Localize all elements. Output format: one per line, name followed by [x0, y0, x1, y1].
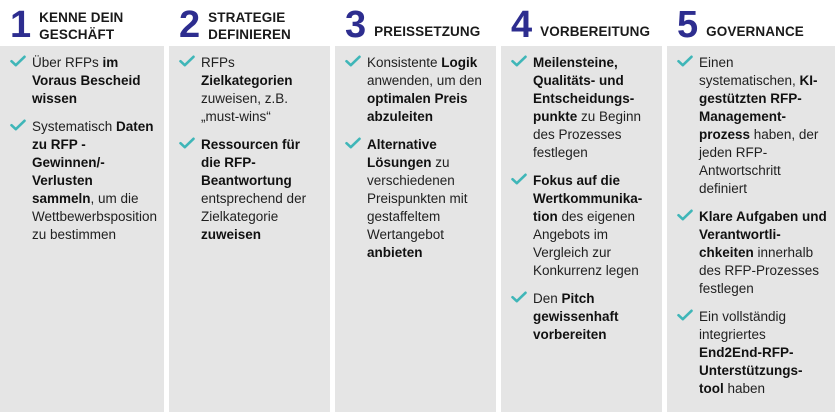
check-icon: [511, 173, 527, 185]
phase-column-5: [667, 0, 835, 412]
checklist-text: [367, 136, 488, 262]
highlight-text: optimalen Preis abzuleiten: [367, 91, 468, 124]
checklist-item: [345, 54, 488, 126]
body-text: anwenden, um den: [367, 73, 482, 88]
checklist-text: [699, 208, 827, 298]
phase-panel: [335, 46, 496, 412]
checklist-text: [699, 308, 827, 398]
phase-number: 4: [511, 4, 533, 46]
checklist-text: [367, 54, 488, 126]
phase-panel: [667, 46, 835, 412]
body-text: haben, der jeden RFP-Antwortschritt definiert: [699, 127, 819, 196]
phase-column-2: [169, 0, 330, 412]
body-text: zuweisen, z.B. „must-wins“: [201, 91, 289, 124]
phase-title-line: VORBEREITUNG: [540, 24, 651, 39]
phase-column-4: [501, 0, 662, 412]
check-icon: [677, 209, 693, 221]
phase-column-3: [335, 0, 496, 412]
checklist-item: [10, 118, 156, 244]
phase-number: 1: [10, 4, 32, 46]
phase-number: 2: [179, 4, 201, 46]
checklist-text: [533, 54, 654, 162]
body-text: innerhalb des RFP-Prozesses festlegen: [699, 245, 820, 296]
checklist-text: [699, 54, 827, 198]
body-text: des eigenen Angebots im Vergleich zur Konkurrenz legen: [533, 209, 639, 278]
checklist-item: [511, 290, 654, 344]
highlight-text: Logik: [441, 55, 478, 70]
check-icon: [677, 55, 693, 67]
check-icon: [179, 137, 195, 149]
phase-title-line: GESCHÄFT: [39, 27, 115, 42]
phase-panel: [169, 46, 330, 412]
phase-title: [374, 5, 480, 40]
checklist-item: [511, 54, 654, 162]
highlight-text: Meilensteine, Qualitäts- und Entscheidungs-punkte: [533, 55, 635, 124]
body-text: RFPs: [201, 55, 235, 70]
phase-title-line: KENNE DEIN: [39, 10, 124, 25]
checklist-item: [511, 172, 654, 280]
body-text: Ein vollständig integriertes: [699, 309, 787, 342]
highlight-text: Klare Aufgaben und Verantwortli-chkeiten: [699, 209, 827, 260]
check-icon: [10, 119, 26, 131]
check-icon: [511, 291, 527, 303]
check-icon: [345, 137, 361, 149]
phase-header: [169, 0, 330, 46]
check-icon: [10, 55, 26, 67]
checklist-text: [533, 290, 654, 344]
phase-title: [208, 5, 291, 43]
phase-column-1: [0, 0, 164, 412]
phase-title-line: PREISSETZUNG: [374, 24, 481, 39]
phase-title: [540, 5, 650, 40]
highlight-text: Ressourcen für die RFP-Beantwortung: [201, 137, 301, 188]
checklist-item: [345, 136, 488, 262]
check-icon: [345, 55, 361, 67]
phase-header: [0, 0, 164, 46]
phase-title: [39, 5, 123, 43]
body-text: haben: [723, 381, 766, 396]
body-text: zu verschiedenen Preispunkten mit gestaffeltem Wertangebot: [367, 155, 468, 242]
checklist-item: [677, 308, 827, 398]
body-text: Systematisch: [32, 119, 117, 134]
checklist-item: [179, 54, 322, 126]
check-icon: [179, 55, 195, 67]
body-text: Über RFPs: [32, 55, 103, 70]
phase-title-line: STRATEGIE: [208, 10, 286, 25]
highlight-text: zuweisen: [201, 227, 262, 242]
phase-title-line: DEFINIEREN: [208, 27, 291, 42]
body-text: Konsistente: [367, 55, 442, 70]
checklist-text: [533, 172, 654, 280]
body-text: Den: [533, 291, 562, 306]
highlight-text: Pitch gewissenhaft vorbereiten: [533, 291, 619, 342]
highlight-text: Alternative Lösungen: [367, 137, 437, 170]
highlight-text: End2End-RFP-Unterstützungs-tool: [699, 345, 803, 396]
body-text: entsprechend der Zielkategorie: [201, 191, 307, 224]
highlight-text: anbieten: [367, 245, 423, 260]
highlight-text: im Voraus Bescheid wissen: [32, 55, 141, 106]
check-icon: [677, 309, 693, 321]
phase-header: [501, 0, 662, 46]
phase-number: 3: [345, 4, 367, 46]
body-text: zu Beginn des Prozesses festlegen: [533, 109, 642, 160]
checklist-item: [677, 54, 827, 198]
body-text: , um die Wettbewerbsposition zu bestimmen: [32, 191, 158, 242]
highlight-text: Zielkategorien: [201, 73, 293, 88]
highlight-text: KI-gestützten RFP-Management-prozess: [699, 73, 818, 142]
phase-number: 5: [677, 4, 699, 46]
checklist-text: [32, 54, 156, 108]
checklist-text: [201, 136, 322, 244]
phase-header: [667, 0, 835, 46]
checklist-item: [677, 208, 827, 298]
highlight-text: Daten zu RFP -Gewinnen/-Verlusten sammeln: [32, 119, 154, 206]
phase-title-line: GOVERNANCE: [706, 24, 804, 39]
checklist-item: [179, 136, 322, 244]
phase-title: [706, 5, 804, 40]
checklist-text: [201, 54, 322, 126]
phase-header: [335, 0, 496, 46]
highlight-text: Fokus auf die Wertkommunika-tion: [533, 173, 643, 224]
checklist-item: [10, 54, 156, 108]
phase-panel: [0, 46, 164, 412]
phase-panel: [501, 46, 662, 412]
check-icon: [511, 55, 527, 67]
checklist-text: [32, 118, 157, 244]
body-text: Einen systematischen,: [699, 55, 800, 88]
